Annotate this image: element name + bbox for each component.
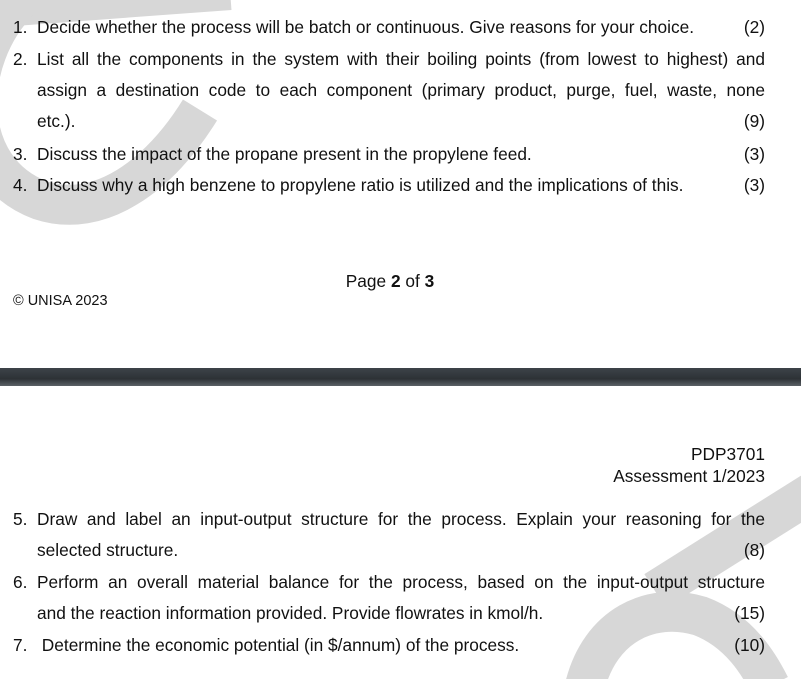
question-marks: (3): [743, 175, 765, 195]
question-line: [0, 106, 801, 137]
question-line: [0, 44, 801, 75]
question-text: etc.).: [37, 111, 76, 132]
question-number: 4.: [13, 175, 28, 195]
question-number: 6.: [13, 571, 28, 592]
question-text: Perform an overall material balance for the process, based on the input-output structure: [37, 571, 765, 592]
question-marks: (8): [743, 540, 765, 561]
question-marks: (9): [743, 111, 765, 132]
question-line: [0, 139, 801, 170]
course-code: PDP3701: [691, 444, 765, 464]
question-text: Determine the economic potential (in $/annum) of the process.: [37, 634, 520, 655]
question-number: 7.: [13, 634, 28, 655]
question-text: Decide whether the process will be batch or continuous. Give reasons for your choice.: [37, 17, 695, 37]
question-marks: (2): [743, 17, 765, 37]
question-5: [0, 504, 801, 567]
question-number: 2.: [13, 48, 28, 69]
question-line: [0, 504, 801, 535]
question-marks: (10): [734, 634, 765, 655]
page-mid: of: [400, 271, 425, 291]
document-header: [613, 443, 765, 487]
question-number: 5.: [13, 509, 28, 529]
page-3: [0, 386, 801, 679]
question-line: [0, 630, 801, 661]
question-2: [0, 44, 801, 138]
assessment-label: Assessment 1/2023: [613, 466, 765, 486]
copyright: © UNISA 2023: [13, 293, 108, 309]
question-text: selected structure.: [37, 540, 179, 561]
question-7: [0, 630, 801, 661]
question-text: Discuss the impact of the propane present in the propylene feed.: [37, 144, 532, 164]
question-marks: (3): [743, 144, 765, 164]
question-6: [0, 567, 801, 630]
page-number: [0, 271, 780, 292]
question-marks: (15): [734, 602, 765, 623]
question-text: Draw and label an input-output structure for the process. Explain your reasoning for the: [37, 509, 765, 529]
question-1: [0, 12, 801, 43]
question-number: 1.: [13, 17, 28, 37]
question-text: and the reaction information provided. Provide flowrates in kmol/h.: [37, 602, 544, 623]
page-separator: [0, 368, 801, 386]
question-3: [0, 139, 801, 170]
question-4: [0, 170, 801, 201]
question-text: assign a destination code to each component (primary product, purge, fuel, waste, none: [37, 79, 765, 100]
question-line: [0, 170, 801, 201]
question-number: 3.: [13, 144, 28, 164]
page-prefix: Page: [345, 271, 391, 291]
question-line: [0, 12, 801, 43]
question-text: List all the components in the system with their boiling points (from lowest to highest) and: [37, 48, 765, 69]
page-current: 2: [390, 271, 401, 291]
question-line: [0, 535, 801, 566]
question-line: [0, 598, 801, 629]
question-line: [0, 75, 801, 106]
page-total: 3: [424, 271, 435, 291]
question-line: [0, 567, 801, 598]
question-text: Discuss why a high benzene to propylene ratio is utilized and the implications of this.: [37, 175, 684, 195]
